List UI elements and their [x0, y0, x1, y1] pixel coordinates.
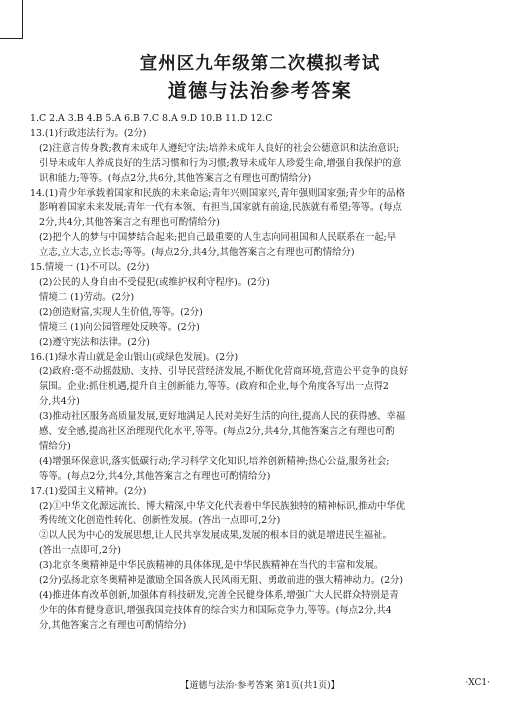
answer-body — [30, 112, 492, 634]
answer-line: (2)注意言传身教;教育未成年人遵纪守法;培养未成年人良好的社会公德意识和法治意识; — [39, 142, 400, 154]
answer-line: (3)推动社区服务高质量发展,更好地满足人民对美好生活的向往,提高人民的获得感、幸福 — [39, 411, 406, 423]
answer-line: 1.C 2.A 3.B 4.B 5.A 6.B 7.C 8.A 9.D 10.B 11.D 12.C — [30, 113, 273, 124]
answer-line: (2)创造财富,实现人生价值,等等。(2分) — [39, 306, 203, 318]
answer-line: 14.(1)青少年承载着国家和民族的未来命运;青年兴则国家兴,青年强则国家强;青少年的品格 — [30, 187, 405, 199]
answer-line: 秀传统文化创造性转化、创新性发展。(答出一点即可,2分) — [39, 515, 281, 527]
answer-line: (2)把个人的梦与中国梦结合起来;把自己最重要的人生志向同祖国和人民联系在一起;早 — [39, 232, 397, 244]
answer-line: 等等。(每点2分,共4分,其他答案言之有理也可酌情给分) — [39, 470, 271, 482]
answer-line: 识和能力;等等。(每点2分,共6分,其他答案言之有理也可酌情给分) — [39, 172, 312, 184]
footer-code: ·XC1· — [465, 678, 490, 688]
answer-line: (2)政府:毫不动摇鼓励、支持、引导民营经济发展,不断优化营商环境,营造公平竞争的良好 — [39, 366, 409, 378]
exam-title: 宣州区九年级第二次模拟考试 — [139, 54, 381, 74]
answer-line: 影响着国家未来发展;青年一代有本领、有担当,国家就有前途,民族就有希望;等等。(每点 — [39, 202, 402, 214]
answer-line: 13.(1)行政违法行为。(2分) — [30, 127, 147, 139]
answer-line: 氛围。企业:抓住机遇,提升自主创新能力,等等。(政府和企业,每个角度各写出一点得2 — [39, 381, 389, 393]
answer-line: (4)推进体育改革创新,加强体育科技研发,完善全民健身体系,增强广大人民群众特别是青 — [39, 590, 399, 601]
answer-line: 情境三 (1)向公园管理处反映等。(2分) — [39, 321, 200, 333]
answer-line: 16.(1)绿水青山就是金山银山(或绿色发展)。(2分) — [30, 351, 239, 363]
answer-line: 情给分) — [39, 440, 71, 452]
answer-line: (2)公民的人身自由不受侵犯(或维护权利守程序)。(2分) — [39, 276, 270, 288]
answer-line: 2分,共4分,其他答案言之有理也可酌情给分) — [39, 217, 220, 229]
answer-line: (3)北京冬奥精神是中华民族精神的具体体现,是中华民族精神在当代的丰富和发展。 — [39, 560, 384, 572]
answer-key-subtitle: 道德与法治参考答案 — [167, 80, 353, 102]
answer-line: 17.(1)爱国主义精神。(2分) — [30, 485, 147, 497]
answer-line: (2)①中华文化源远流长、博大精深,中华文化代表着中华民族独特的精神标识,推动中华优 — [39, 500, 406, 512]
corner-crop-mark — [0, 0, 23, 39]
answer-line: (答出一点即可,2分) — [39, 545, 121, 557]
answer-line: (4)增强环保意识,落实低碳行动;学习科学文化知识,培养创新精神;热心公益,服务社会; — [39, 455, 390, 467]
answer-line: 情境二 (1)劳动。(2分) — [39, 291, 135, 303]
answer-line: 感、安全感,提高社区治理现代化水平,等等。(每点2分,共4分,其他答案言之有理也可酌 — [39, 426, 395, 438]
answer-line: 分,其他答案言之有理也可酌情给分) — [39, 619, 187, 631]
answer-line: 15.情境一 (1)不可以。(2分) — [30, 262, 150, 274]
answer-line: 分,共4分) — [39, 396, 80, 408]
answer-line: (2)遵守宪法和法律。(2分) — [39, 336, 150, 348]
answer-line: 少年的体育健身意识,增强我国竞技体育的综合实力和国际竞争力,等等。(每点2分,共4 — [39, 604, 392, 616]
answer-line: (2分)弘扬北京冬奥精神是激励全国各族人民风雨无阻、勇敢前进的强大精神动力。(2分) — [39, 575, 404, 587]
answer-line: 立志,立大志,立长志;等等。(每点2分,共4分,其他答案言之有理也可酌情给分) — [39, 247, 355, 259]
page-footer: 【道德与法治·参考答案 第1页(共1页)】 — [180, 681, 340, 691]
answer-line: 引导未成年人养成良好的生活习惯和行为习惯;教导未成年人珍爱生命,增强自我保护的意 — [39, 157, 402, 169]
answer-line: ②以人民为中心的发展思想,让人民共享发展成果,发展的根本目的就是增进民生福祉。 — [39, 530, 392, 542]
